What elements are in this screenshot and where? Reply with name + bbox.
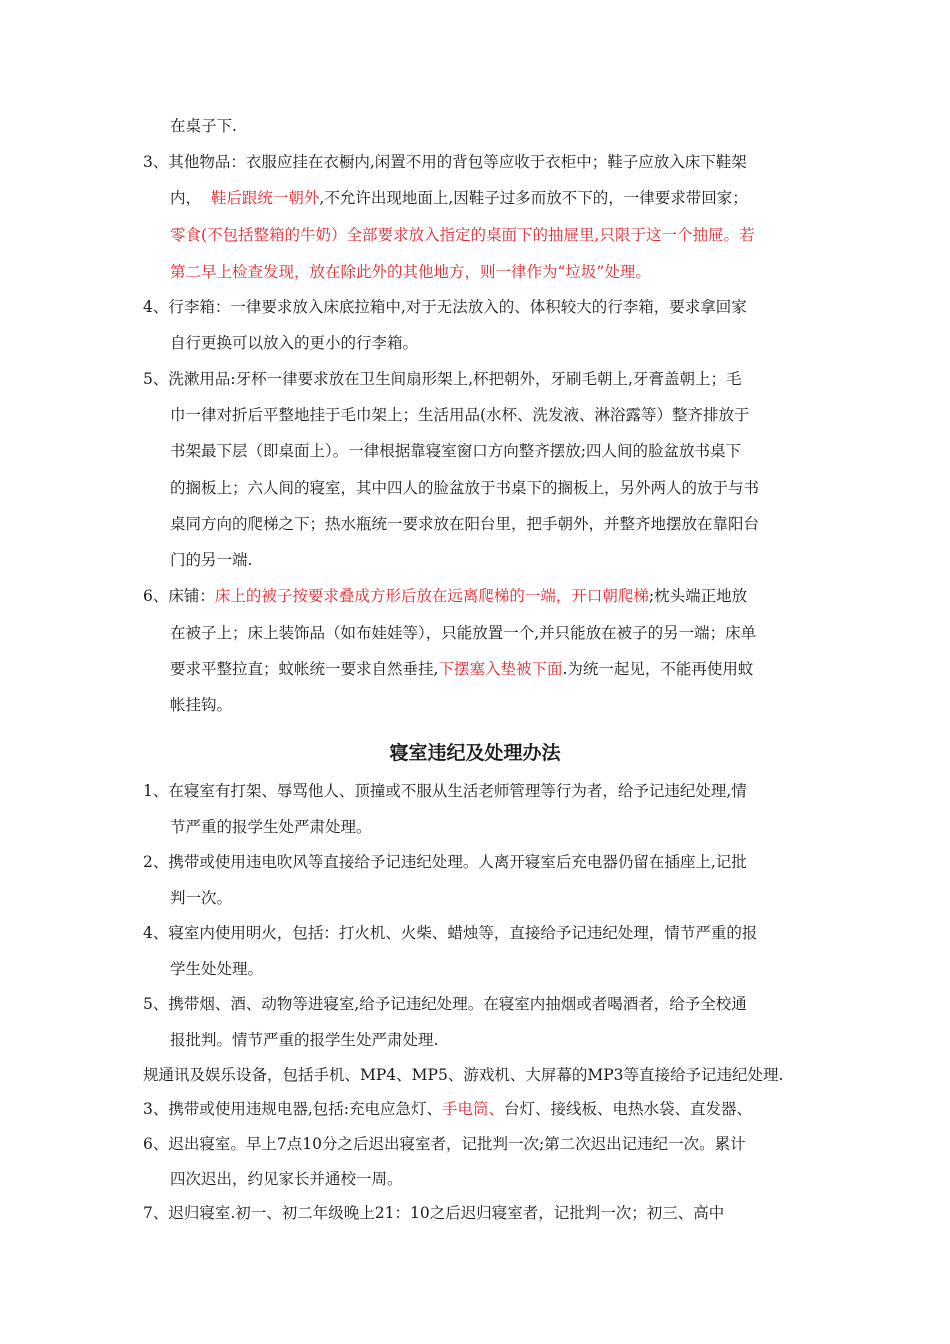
rule-5-line: 的搁板上；六人间的寝室，其中四人的脸盆放于书桌下的搁板上，另外两人的放于与书	[170, 479, 760, 497]
rule-4-line: 4、行李箱：一律要求放入床底拉箱中,对于无法放入的、体积较大的行李箱，要求拿回家	[143, 298, 747, 316]
text-segment: 内，	[170, 189, 202, 207]
highlighted-text: 手电筒、	[442, 1100, 505, 1118]
violation-6-line: 四次迟出，约见家长并通校一周。	[170, 1170, 403, 1188]
violation-fragment-line: 规通讯及娱乐设备，包括手机、MP4、MP5、游戏机、大屏幕的MP3等直接给予记违纪处理.	[143, 1066, 784, 1084]
text-segment: 3、携带或使用违规电器,包括:充电应急灯、	[143, 1100, 443, 1118]
violation-4-line: 学生处处理。	[170, 960, 264, 978]
violation-2-line: 2、携带或使用违电吹风等直接给予记违纪处理。人离开寝室后充电器仍留在插座上,记批	[143, 853, 747, 871]
rule-3-highlighted-line: 零食(不包括整箱的牛奶）全部要求放入指定的桌面下的抽屉里,只限于这一个抽屉。若	[170, 226, 755, 244]
text-segment: ;枕头端正地放	[648, 587, 748, 605]
text-segment: ,不允许出现地面上,因鞋子过多而放不下的，一律要求带回家；	[319, 189, 748, 207]
text-segment: 台灯、接线板、电热水袋、直发器、	[504, 1100, 753, 1118]
rule-5-line: 5、洗漱用品:牙杯一律要求放在卫生间扇形架上,杯把朝外，牙刷毛朝上,牙膏盖朝上；毛	[143, 370, 742, 388]
text-segment: .为统一起见，不能再使用蚊	[562, 660, 754, 678]
highlighted-text: 床上的被子按要求叠成方形后放在远离爬梯的一端，开口朝爬梯	[214, 587, 649, 605]
rule-5-line: 门的另一端.	[170, 551, 253, 569]
rule-6-line: 帐挂钩。	[170, 696, 233, 714]
rule-6-line: 在被子上；床上装饰品（如布娃娃等），只能放置一个,并只能放在被子的另一端；床单	[170, 624, 757, 642]
text-segment: 6、床铺：	[143, 587, 215, 605]
violation-2-line: 判一次。	[170, 889, 233, 907]
violation-7-line: 7、迟归寝室.初一、初二年级晚上21：10之后迟归寝室者，记批判一次；初三、高中	[143, 1204, 725, 1222]
rule-4-line: 自行更换可以放入的更小的行李箱。	[170, 334, 419, 352]
rule-3-line	[170, 187, 748, 209]
rule-6-line	[143, 585, 747, 607]
rule-text-line: 在桌子下.	[170, 117, 237, 135]
highlighted-text: 鞋后跟统一朝外	[210, 189, 320, 207]
violation-3-line	[143, 1098, 752, 1120]
violation-5-line: 5、携带烟、酒、动物等进寝室,给予记违纪处理。在寝室内抽烟或者喝酒者，给予全校通	[143, 995, 747, 1013]
violation-1-line: 1、在寝室有打架、辱骂他人、顶撞或不服从生活老师管理等行为者，给予记违纪处理,情	[143, 782, 747, 800]
rule-3-highlighted-line: 第二早上检查发现，放在除此外的其他地方，则一律作为“垃圾”处理。	[170, 263, 651, 281]
rule-5-line: 巾一律对折后平整地挂于毛巾架上；生活用品(水杯、洗发液、淋浴露等）整齐排放于	[170, 406, 750, 424]
rule-5-line: 书架最下层（即桌面上）。一律根据靠寝室窗口方向整齐摆放;四人间的脸盆放书桌下	[170, 442, 741, 460]
violation-5-line: 报批判。情节严重的报学生处严肃处理.	[170, 1031, 439, 1049]
violation-4-line: 4、寝室内使用明火，包括：打火机、火柴、蜡烛等，直接给予记违纪处理，情节严重的报	[143, 924, 758, 942]
violation-1-line: 节严重的报学生处严肃处理。	[170, 818, 372, 836]
section-heading: 寝室违纪及处理办法	[389, 742, 561, 764]
highlighted-text: 下摆塞入垫被下面	[438, 660, 563, 678]
rule-5-line: 桌同方向的爬梯之下；热水瓶统一要求放在阳台里，把手朝外，并整齐地摆放在靠阳台	[170, 515, 760, 533]
violation-6-line: 6、迟出寝室。早上7点10分之后迟出寝室者，记批判一次;第二次迟出记违纪一次。累计	[143, 1135, 746, 1153]
rule-6-line	[170, 658, 753, 680]
rule-3-line: 3、其他物品：衣服应挂在衣橱内,闲置不用的背包等应收于衣柜中；鞋子应放入床下鞋架	[143, 153, 747, 171]
text-segment: 要求平整拉直；蚊帐统一要求自然垂挂,	[170, 660, 439, 678]
